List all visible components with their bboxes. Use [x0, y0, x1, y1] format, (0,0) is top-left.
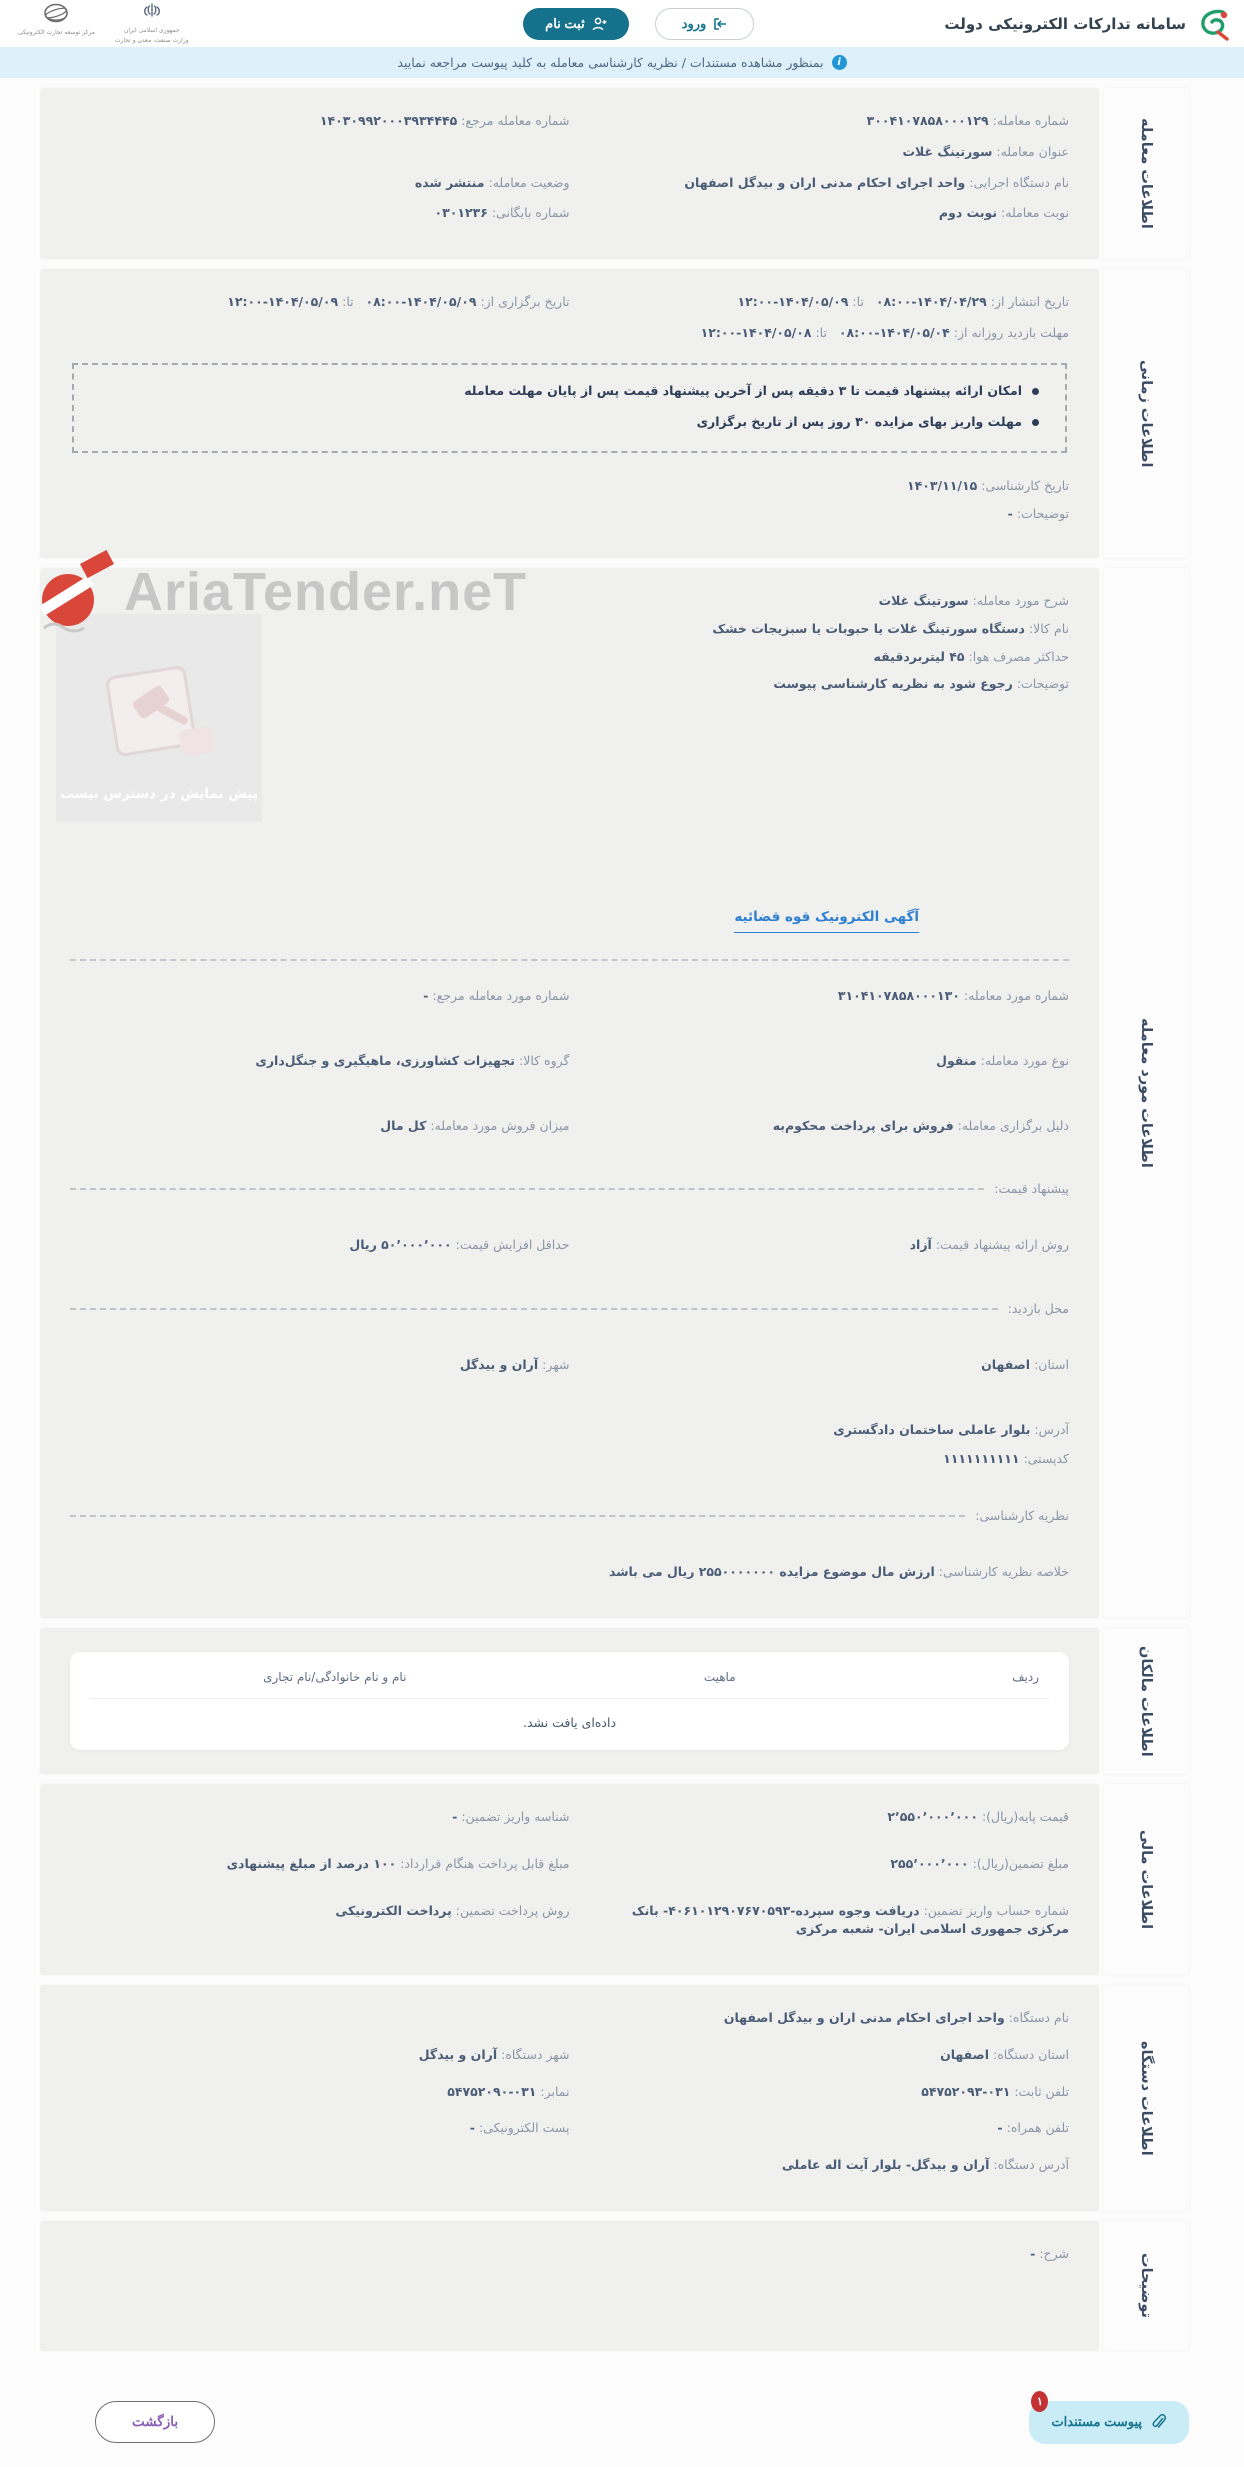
attachments-button[interactable] — [1029, 2395, 1189, 2444]
field-org-email: پست الکترونیکی: - — [469, 2120, 570, 2136]
field-contract-payable: مبلغ قابل پرداخت هنگام قرارداد: ۱۰۰ درصد از مبلغ پیشنهادی — [226, 1855, 570, 1871]
field-org-phone: تلفن ثابت: ۰۳۱-۵۴۷۵۲۰۹۳ — [921, 2083, 1069, 2099]
section-title: اطلاعات معامله — [1138, 118, 1154, 229]
field-visit-deadline: مهلت بازدید روزانه از: ۱۴۰۴/۰۵/۰۴-۰۸:۰۰ تا: ۱۴۰۴/۰۵/۰۸-۱۲:۰۰ — [700, 324, 1069, 340]
judiciary-ad-link-row — [70, 906, 919, 933]
gavel-preview-icon — [94, 658, 224, 778]
field-max-air-usage: حداکثر مصرف هوا: ۴۵ لیتربردقیقه — [873, 648, 1069, 664]
field-deal-round: نوبت معامله: نوبت دوم — [938, 205, 1069, 221]
field-postal-code: کدپستی: ۱۱۱۱۱۱۱۱۱۱ — [943, 1450, 1069, 1466]
section-title: اطلاعات زمانی — [1138, 359, 1154, 468]
section-subject-info — [40, 562, 1189, 1618]
section-body — [40, 1985, 1099, 2211]
field-bid-method: روش ارائه پیشنهاد قیمت: آزاد — [909, 1237, 1069, 1253]
price-offer-header: پیشنهاد قیمت: — [70, 1181, 1069, 1196]
field-org-city: شهر دستگاه: آران و بیدگل — [418, 2046, 570, 2062]
field-org-province: استان دستگاه: اصفهان — [940, 2046, 1069, 2062]
attachments-count-badge: ۱ — [1031, 2391, 1048, 2412]
col-row-number: ردیف — [1012, 1670, 1039, 1684]
field-min-increase: حداقل افزایش قیمت: ۵۰٬۰۰۰٬۰۰۰ ریال — [349, 1237, 570, 1253]
dashed-line — [70, 1188, 984, 1190]
login-icon — [713, 17, 727, 31]
field-archive-number: شماره بایگانی: ۰۳۰۱۲۳۶ — [434, 205, 570, 221]
section-timing-info — [40, 269, 1189, 558]
section-body — [40, 88, 1099, 259]
section-title: توضیحات — [1138, 2253, 1154, 2319]
section-title-strip — [1103, 568, 1189, 1618]
setadiran-logo-icon — [1194, 6, 1230, 42]
notice-bar — [0, 47, 1244, 78]
timing-notes-box — [72, 363, 1067, 453]
bullet-icon — [1032, 419, 1039, 426]
field-item-group: گروه کالا: تجهیزات کشاورزی، ماهیگیری و جنگل‌داری — [255, 1052, 570, 1068]
expert-opinion-header: نظریه کارشناسی: — [70, 1508, 1069, 1523]
field-deal-number: شماره معامله: ۳۰۰۴۱۰۷۸۵۸۰۰۰۱۲۹ — [866, 113, 1069, 128]
timing-note: مهلت واریز بهای مزایده ۳۰ روز پس از تاریخ برگزاری — [100, 414, 1039, 429]
section-title-strip — [1103, 2221, 1189, 2351]
section-title: اطلاعات دستگاه — [1138, 2040, 1154, 2156]
register-label: ثبت نام — [545, 15, 585, 31]
owners-empty-message: داده‌ای یافت نشد. — [522, 1715, 617, 1730]
dashed-line — [70, 1515, 965, 1517]
section-title: اطلاعات مالکان — [1138, 1645, 1154, 1757]
field-address: آدرس: بلوار عاملی ساختمان دادگستری — [833, 1421, 1069, 1437]
image-preview-placeholder — [56, 614, 262, 822]
field-auction-reason: دلیل برگزاری معامله: فروش برای پرداخت محکوم‌به — [772, 1117, 1069, 1133]
login-label: ورود — [681, 15, 707, 31]
col-entity-type: ماهیت — [703, 1670, 736, 1684]
ecommerce-center-logo — [18, 2, 95, 37]
add-user-icon — [592, 17, 607, 31]
watermark-text: AriaTender.neT — [124, 562, 528, 622]
section-organization-info — [40, 1985, 1189, 2211]
section-body — [40, 2221, 1099, 2351]
field-org-name: نام دستگاه: واحد اجرای احکام مدنی اران و بیدگل اصفهان — [723, 2010, 1069, 2025]
field-guarantee-pay-method: روش پرداخت تضمین: پرداخت الکترونیکی — [335, 1902, 570, 1918]
field-deal-title: عنوان معامله: سورتینگ غلات — [902, 143, 1069, 159]
field-expert-date: تاریخ کارشناسی: ۱۴۰۳/۱۱/۱۵ — [907, 477, 1069, 493]
ecd-caption: مرکز توسعه تجارت الکترونیکی — [18, 29, 95, 37]
field-deal-status: وضعیت معامله: منتشر شده — [414, 174, 570, 190]
field-expert-summary: خلاصه نظریه کارشناسی: ارزش مال موضوع مزایده ۲۵۵۰۰۰۰۰۰۰ ریال می باشد — [608, 1564, 1069, 1580]
paperclip-icon — [1151, 2414, 1167, 2431]
register-button[interactable] — [523, 8, 629, 40]
page-content — [0, 78, 1244, 2444]
header-nav — [523, 8, 754, 40]
brand — [944, 6, 1230, 42]
section-title-strip — [1103, 269, 1189, 558]
field-subject-note: توضیحات: رجوع شود به نظریه کارشناسی پیوست — [773, 676, 1069, 692]
bullet-icon — [1032, 388, 1039, 395]
gov-caption-1: جمهوری اسلامی ایران — [123, 27, 180, 35]
field-org-mobile: تلفن همراه: - — [997, 2120, 1069, 2136]
section-body — [40, 1628, 1099, 1774]
field-guarantee-account: شماره حساب واریز تضمین: دریافت وجوه سپرده-۴۰۶۱۰۱۲۹۰۷۶۷۰۵۹۳- بانک مرکزی جمهوری اسلامی ایران- شعبه مرکزی — [631, 1902, 1069, 1937]
field-item-name: نام کالا: دستگاه سورتینگ غلات یا حبوبات یا سبزیجات خشک — [712, 620, 1069, 636]
ministry-logo — [115, 2, 189, 45]
field-city: شهر: آران و بیدگل — [459, 1357, 570, 1372]
app-title: سامانه تدارکات الکترونیکی دولت — [944, 14, 1186, 33]
attachments-label: پیوست مستندات — [1051, 2414, 1142, 2430]
field-guarantee-amount: مبلغ تضمین(ریال): ۲۵۵٬۰۰۰٬۰۰۰ — [890, 1855, 1069, 1871]
field-sale-portion: میزان فروش مورد معامله: کل مال — [380, 1117, 570, 1133]
field-item-ref-number: شماره مورد معامله مرجع: - — [423, 988, 570, 1003]
section-title-strip — [1103, 88, 1189, 259]
judiciary-ad-link[interactable]: آگهی الکترونیک قوه قضائیه — [734, 909, 919, 933]
preview-unavailable-text: پیش نمایش در دسترس نیست — [60, 786, 258, 802]
gov-logos — [14, 2, 189, 45]
notice-text: بمنظور مشاهده مستندات / نظریه کارشناسی معامله به کلید پیوست مراجعه نمایید — [397, 55, 824, 70]
gov-emblem-icon — [141, 2, 163, 26]
section-owners-info — [40, 1628, 1189, 1774]
section-body — [40, 269, 1099, 558]
col-owner-name: نام و نام خانوادگی/نام تجاری — [263, 1670, 407, 1684]
section-title: اطلاعات مالی — [1138, 1829, 1154, 1930]
field-timing-desc: توضیحات: - — [1007, 506, 1069, 522]
section-title-strip — [1103, 1784, 1189, 1975]
login-button[interactable] — [655, 8, 755, 40]
dashed-line — [70, 1308, 998, 1310]
field-notes-desc: شرح: - — [1030, 2245, 1069, 2261]
section-financial-info — [40, 1784, 1189, 1975]
gov-caption-2: وزارت صنعت، معدن و تجارت — [114, 36, 189, 44]
timing-note: امکان ارائه پیشنهاد قیمت تا ۳ دقیقه پس از آخرین پیشنهاد قیمت پس از پایان مهلت معامله — [100, 383, 1039, 398]
top-bar — [0, 0, 1244, 47]
field-org-address: آدرس دستگاه: آران و بیدگل- بلوار آیت اله عاملی — [781, 2157, 1069, 2172]
field-province: استان: اصفهان — [981, 1357, 1069, 1372]
section-title-strip — [1103, 1985, 1189, 2211]
field-publish-dates: تاریخ انتشار از: ۱۴۰۴/۰۴/۲۹-۰۸:۰۰ تا: ۱۴۰۴/۰۵/۰۹-۱۲:۰۰ — [737, 294, 1069, 309]
field-item-type: نوع مورد معامله: منقول — [936, 1052, 1069, 1068]
footer-actions — [40, 2395, 1189, 2444]
section-body — [40, 562, 1099, 1618]
field-base-price: قیمت پایه(ریال): ۲٬۵۵۰٬۰۰۰٬۰۰۰ — [887, 1809, 1069, 1824]
owners-table — [70, 1652, 1069, 1750]
field-item-number: شماره مورد معامله: ۳۱۰۴۱۰۷۸۵۸۰۰۰۱۳۰ — [837, 988, 1069, 1003]
visit-location-header: محل بازدید: — [70, 1301, 1069, 1316]
field-agency: نام دستگاه اجرایی: واحد اجرای احکام مدنی اران و بیدگل اصفهان — [684, 174, 1069, 190]
section-deal-info — [40, 88, 1189, 259]
dashed-separator — [70, 959, 1069, 961]
section-title: اطلاعات مورد معامله — [1138, 1018, 1154, 1168]
field-held-dates: تاریخ برگزاری از: ۱۴۰۴/۰۵/۰۹-۰۸:۰۰ تا: ۱۴۰۴/۰۵/۰۹-۱۲:۰۰ — [227, 294, 570, 309]
field-deposit-id: شناسه واریز تضمین: - — [452, 1809, 570, 1824]
field-org-fax: نمابر: ۰۳۱-۵۴۷۵۲۰۹۰ — [447, 2083, 570, 2099]
section-title-strip — [1103, 1628, 1189, 1774]
field-deal-ref-number: شماره معامله مرجع: ۱۴۰۳۰۹۹۲۰۰۰۳۹۳۴۴۴۵ — [319, 113, 570, 128]
owners-table-header — [90, 1668, 1049, 1699]
back-button[interactable]: بازگشت — [95, 2401, 215, 2443]
info-icon: i — [832, 55, 847, 70]
globe-icon — [41, 2, 71, 28]
section-notes — [40, 2221, 1189, 2351]
field-subject-desc: شرح مورد معامله: سورتینگ غلات — [878, 593, 1069, 608]
section-body — [40, 1784, 1099, 1975]
